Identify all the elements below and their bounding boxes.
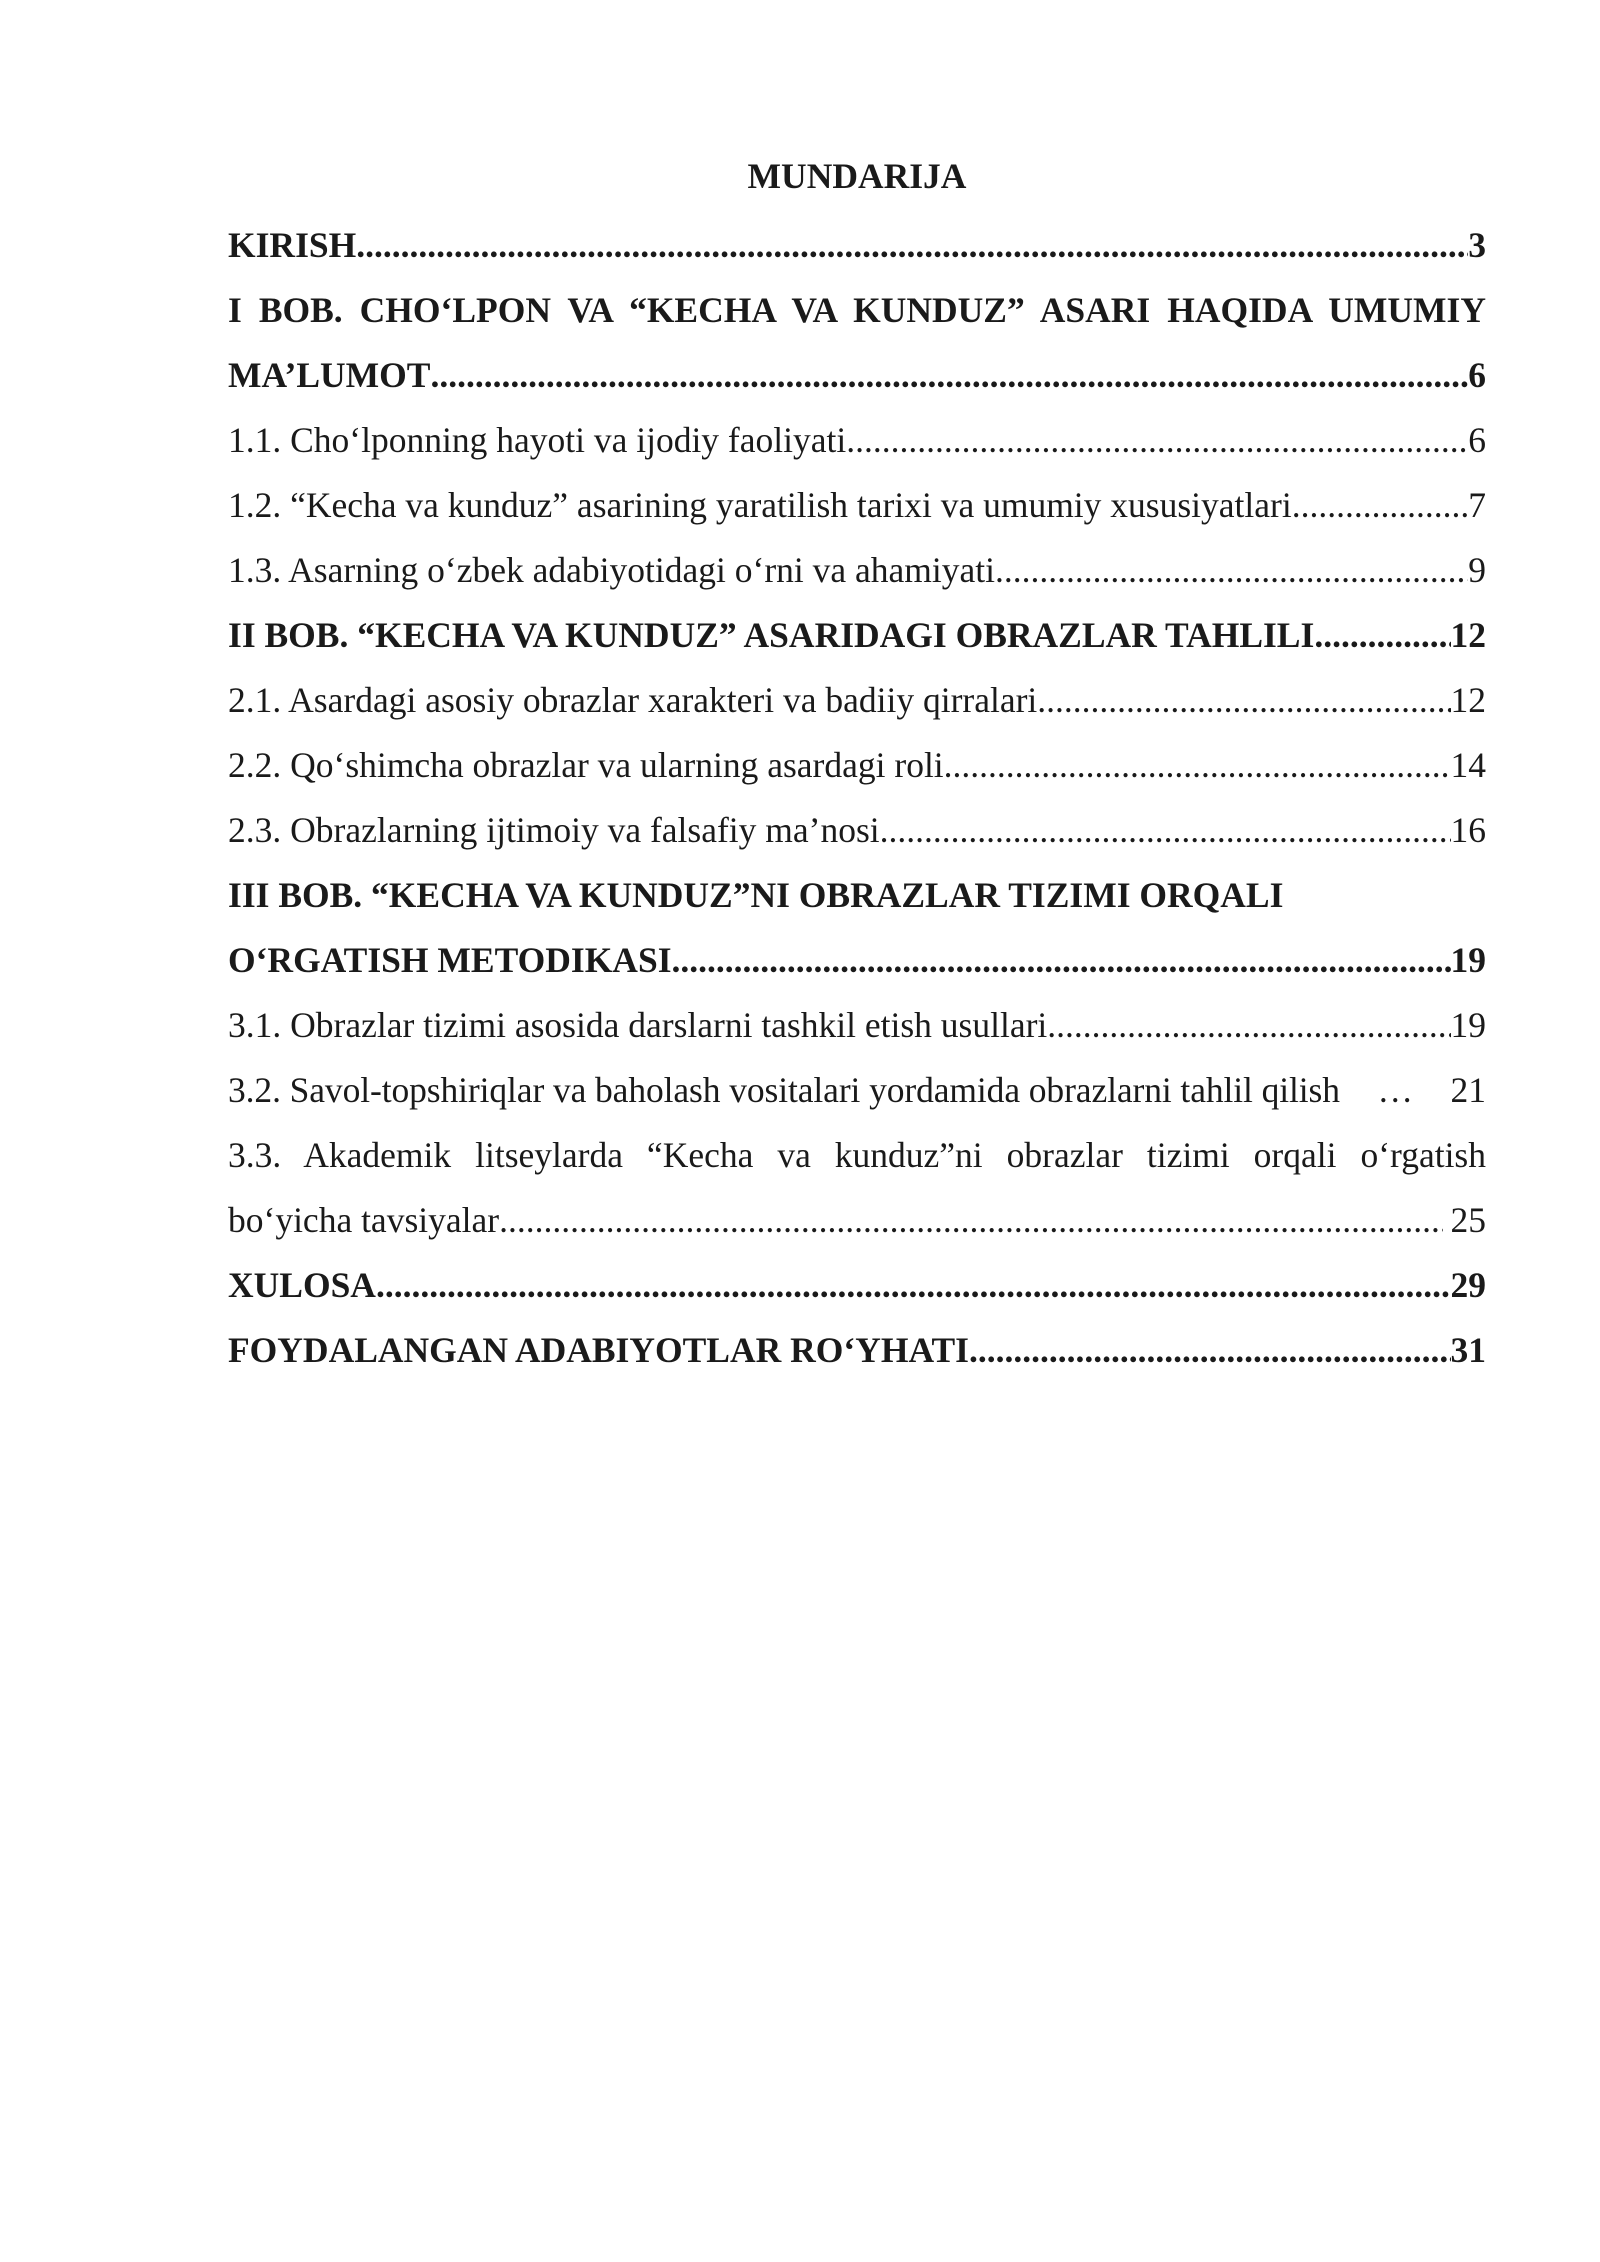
toc-page-number: 7 [1468,485,1486,525]
toc-entry-kirish[interactable] [228,213,1486,278]
dot-leader [1292,473,1469,538]
toc-page-number: 12 [1450,615,1486,655]
toc-entry-3-2[interactable] [228,1058,1486,1123]
toc-entry-chapter-1[interactable] [228,278,1486,408]
toc-entry-label: bo‘yicha tavsiyalar [228,1200,500,1240]
toc-entry-chapter-3[interactable] [228,863,1486,993]
toc-entry-label: KIRISH [228,225,357,265]
toc-page-number: 12 [1450,680,1486,720]
dot-leader [880,798,1451,863]
toc-page-number: 19 [1450,1005,1486,1045]
toc-entry-label: O‘RGATISH METODIKASI [228,940,672,980]
toc-page-number: 19 [1450,940,1486,980]
page-title: MUNDARIJA [747,156,967,196]
toc-entry-references[interactable] [228,1318,1486,1383]
toc-page-number: 6 [1468,355,1486,395]
toc-entry-label: II BOB. “KECHA VA KUNDUZ” ASARIDAGI OBRAZLAR TAHLILI [228,615,1315,655]
toc-page-number: 9 [1468,550,1486,590]
toc-entry-label: XULOSA [228,1265,376,1305]
toc-entry-label: 1.3. Asarning o‘zbek adabiyotidagi o‘rni va ahamiyati [228,550,995,590]
toc-entry-label: 2.2. Qo‘shimcha obrazlar va ularning asardagi roli [228,745,944,785]
toc-entry-line-2 [228,343,1486,408]
toc-entry-2-1[interactable] [228,668,1486,733]
dot-leader [1047,993,1450,1058]
toc-entry-label: FOYDALANGAN ADABIYOTLAR RO‘YHATI [228,1330,969,1370]
toc-entry-label: 1.1. Cho‘lponning hayoti va ijodiy faoliyati [228,420,847,460]
ellipsis-leader: … [1377,1070,1413,1110]
dot-leader [846,408,1468,473]
dot-leader [430,343,1468,408]
toc-entry-1-3[interactable] [228,538,1486,603]
dot-leader [499,1188,1442,1253]
toc-entry-3-3[interactable] [228,1123,1486,1253]
toc-entry-1-2[interactable] [228,473,1486,538]
toc-page-number: 31 [1450,1330,1486,1370]
toc-entry-xulosa[interactable] [228,1253,1486,1318]
dot-leader [969,1318,1451,1383]
toc-entry-chapter-2[interactable] [228,603,1486,668]
dot-leader [356,213,1468,278]
toc-entry-label-line-1: I BOB. CHO‘LPON VA “KECHA VA KUNDUZ” ASARI HAQIDA UMUMIY [228,290,1486,330]
document-page [228,148,1486,1383]
toc-entry-3-1[interactable] [228,993,1486,1058]
dot-leader [672,928,1451,993]
toc-page-number: 25 [1450,1200,1486,1240]
toc-entry-2-2[interactable] [228,733,1486,798]
toc-entry-line-2 [228,928,1486,993]
toc-entry-label: MA’LUMOT [228,355,431,395]
dot-leader [376,1253,1451,1318]
toc-page-number: 6 [1468,420,1486,460]
toc-page-number: 3 [1468,225,1486,265]
toc-entry-1-1[interactable] [228,408,1486,473]
toc-entry-label: 1.2. “Kecha va kunduz” asarining yaratilish tarixi va umumiy xususiyatlari [228,485,1292,525]
toc-entry-label: 3.1. Obrazlar tizimi asosida darslarni tashkil etish usullari [228,1005,1048,1045]
dot-leader [1037,668,1450,733]
toc-entry-2-3[interactable] [228,798,1486,863]
table-of-contents [228,213,1486,1383]
toc-entry-label-line-1: 3.3. Akademik litseylarda “Kecha va kunduz”ni obrazlar tizimi orqali o‘rgatish [228,1135,1486,1175]
dot-leader [944,733,1451,798]
toc-entry-line-2 [228,1188,1486,1253]
toc-entry-label: 3.2. Savol-topshiriqlar va baholash vositalari yordamida obrazlarni tahlil qilish [228,1070,1340,1110]
toc-page-number: 16 [1450,810,1486,850]
toc-page-number: 14 [1450,745,1486,785]
dot-leader [995,538,1468,603]
dot-leader [1314,603,1450,668]
toc-page-number: 21 [1450,1070,1486,1110]
toc-entry-label: 2.1. Asardagi asosiy obrazlar xarakteri va badiiy qirralari [228,680,1038,720]
toc-entry-label: 2.3. Obrazlarning ijtimoiy va falsafiy ma’nosi [228,810,880,850]
toc-page-number: 29 [1450,1265,1486,1305]
toc-entry-label-line-1: III BOB. “KECHA VA KUNDUZ”NI OBRAZLAR TIZIMI ORQALI [228,875,1284,915]
